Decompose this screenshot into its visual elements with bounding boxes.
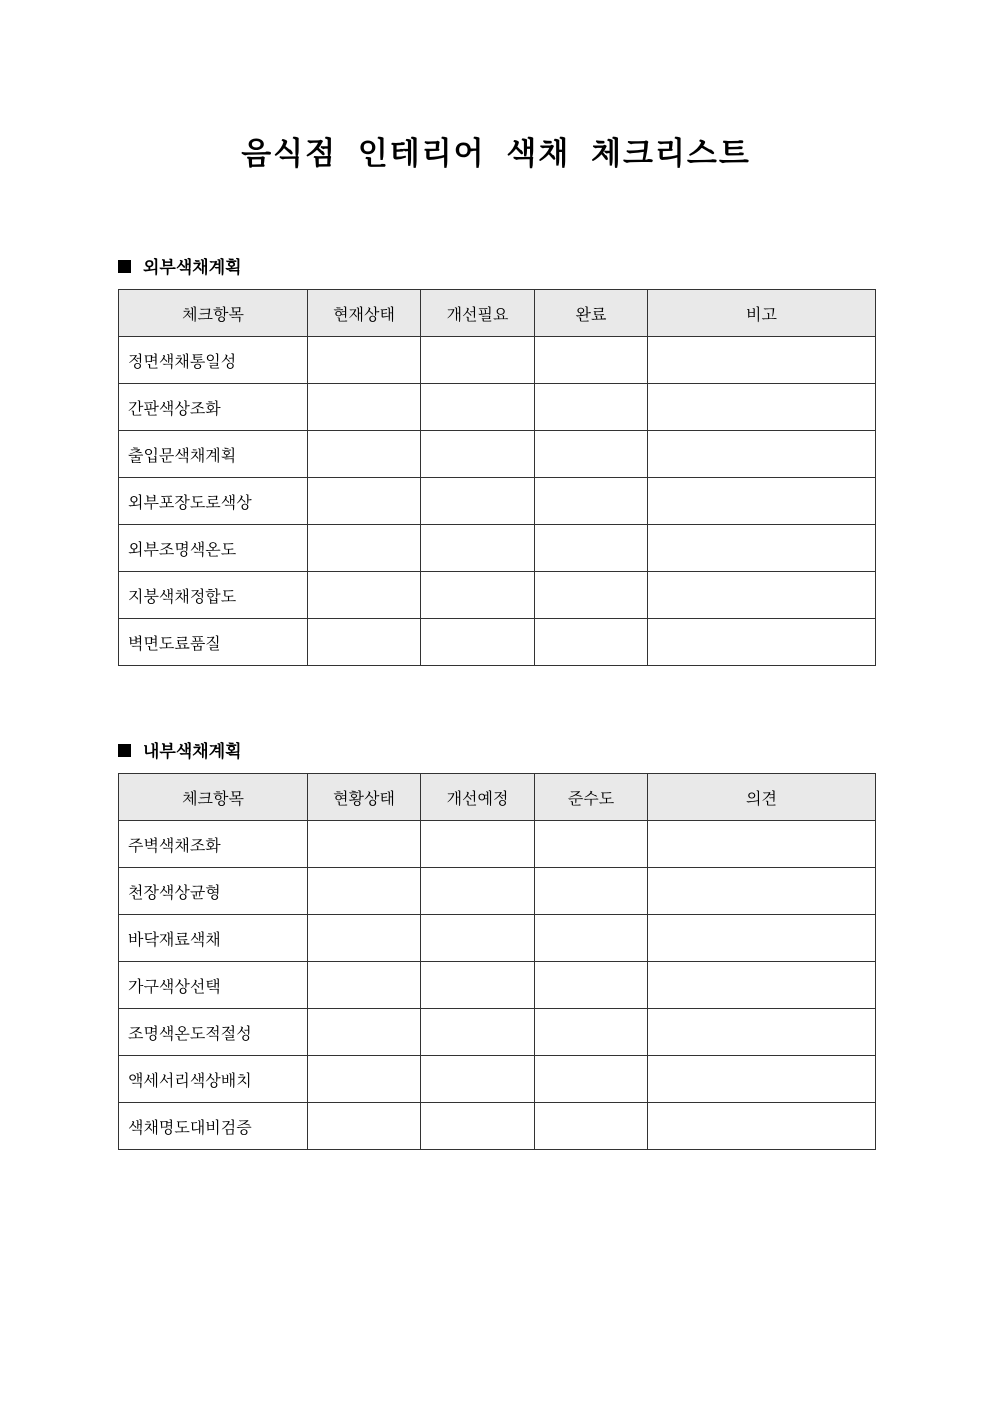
compliance-cell[interactable] bbox=[535, 962, 648, 1009]
column-header-check-item: 체크항목 bbox=[119, 774, 308, 821]
column-header-needs-improvement: 개선필요 bbox=[421, 290, 535, 337]
exterior-color-section bbox=[118, 251, 875, 666]
column-header-completed: 완료 bbox=[535, 290, 648, 337]
column-header-current-status: 현재상태 bbox=[308, 290, 421, 337]
planned-improvement-cell[interactable] bbox=[421, 821, 535, 868]
current-condition-cell[interactable] bbox=[308, 868, 421, 915]
needs-improvement-cell[interactable] bbox=[421, 337, 535, 384]
completed-cell[interactable] bbox=[535, 525, 648, 572]
table-row bbox=[119, 821, 876, 868]
check-item-label: 지붕색채정합도 bbox=[119, 572, 308, 619]
table-row bbox=[119, 962, 876, 1009]
needs-improvement-cell[interactable] bbox=[421, 478, 535, 525]
column-header-compliance: 준수도 bbox=[535, 774, 648, 821]
needs-improvement-cell[interactable] bbox=[421, 431, 535, 478]
check-item-label: 정면색채통일성 bbox=[119, 337, 308, 384]
check-item-label: 주벽색채조화 bbox=[119, 821, 308, 868]
exterior-checklist-table bbox=[118, 289, 876, 666]
current-condition-cell[interactable] bbox=[308, 1009, 421, 1056]
check-item-label: 천장색상균형 bbox=[119, 868, 308, 915]
table-row bbox=[119, 431, 876, 478]
completed-cell[interactable] bbox=[535, 384, 648, 431]
current-condition-cell[interactable] bbox=[308, 962, 421, 1009]
opinion-cell[interactable] bbox=[648, 1056, 876, 1103]
planned-improvement-cell[interactable] bbox=[421, 1056, 535, 1103]
opinion-cell[interactable] bbox=[648, 1103, 876, 1150]
completed-cell[interactable] bbox=[535, 572, 648, 619]
compliance-cell[interactable] bbox=[535, 1056, 648, 1103]
needs-improvement-cell[interactable] bbox=[421, 619, 535, 666]
check-item-label: 바닥재료색채 bbox=[119, 915, 308, 962]
column-header-check-item: 체크항목 bbox=[119, 290, 308, 337]
compliance-cell[interactable] bbox=[535, 915, 648, 962]
column-header-planned-improvement: 개선예정 bbox=[421, 774, 535, 821]
opinion-cell[interactable] bbox=[648, 1009, 876, 1056]
compliance-cell[interactable] bbox=[535, 821, 648, 868]
column-header-remarks: 비고 bbox=[648, 290, 876, 337]
remarks-cell[interactable] bbox=[648, 431, 876, 478]
column-header-current-condition: 현황상태 bbox=[308, 774, 421, 821]
opinion-cell[interactable] bbox=[648, 868, 876, 915]
table-row bbox=[119, 337, 876, 384]
table-row bbox=[119, 915, 876, 962]
completed-cell[interactable] bbox=[535, 431, 648, 478]
planned-improvement-cell[interactable] bbox=[421, 1009, 535, 1056]
remarks-cell[interactable] bbox=[648, 478, 876, 525]
opinion-cell[interactable] bbox=[648, 915, 876, 962]
needs-improvement-cell[interactable] bbox=[421, 384, 535, 431]
interior-color-section bbox=[118, 735, 875, 1150]
planned-improvement-cell[interactable] bbox=[421, 868, 535, 915]
table-header-row bbox=[119, 774, 876, 821]
square-bullet-icon bbox=[118, 744, 131, 757]
current-condition-cell[interactable] bbox=[308, 1056, 421, 1103]
remarks-cell[interactable] bbox=[648, 337, 876, 384]
table-row bbox=[119, 1103, 876, 1150]
planned-improvement-cell[interactable] bbox=[421, 962, 535, 1009]
check-item-label: 조명색온도적절성 bbox=[119, 1009, 308, 1056]
current-status-cell[interactable] bbox=[308, 431, 421, 478]
completed-cell[interactable] bbox=[535, 337, 648, 384]
current-status-cell[interactable] bbox=[308, 478, 421, 525]
check-item-label: 액세서리색상배치 bbox=[119, 1056, 308, 1103]
planned-improvement-cell[interactable] bbox=[421, 1103, 535, 1150]
current-status-cell[interactable] bbox=[308, 572, 421, 619]
completed-cell[interactable] bbox=[535, 478, 648, 525]
table-row bbox=[119, 1009, 876, 1056]
current-condition-cell[interactable] bbox=[308, 1103, 421, 1150]
interior-checklist-table bbox=[118, 773, 876, 1150]
current-status-cell[interactable] bbox=[308, 525, 421, 572]
check-item-label: 벽면도료품질 bbox=[119, 619, 308, 666]
remarks-cell[interactable] bbox=[648, 619, 876, 666]
page-title: 음식점 인테리어 색채 체크리스트 bbox=[241, 136, 751, 172]
column-header-opinion: 의견 bbox=[648, 774, 876, 821]
table-row bbox=[119, 384, 876, 431]
section-heading-label: 내부색채계획 bbox=[143, 741, 242, 762]
table-row bbox=[119, 1056, 876, 1103]
table-row bbox=[119, 868, 876, 915]
compliance-cell[interactable] bbox=[535, 1009, 648, 1056]
table-row bbox=[119, 572, 876, 619]
completed-cell[interactable] bbox=[535, 619, 648, 666]
check-item-label: 외부조명색온도 bbox=[119, 525, 308, 572]
compliance-cell[interactable] bbox=[535, 1103, 648, 1150]
current-status-cell[interactable] bbox=[308, 619, 421, 666]
section-heading bbox=[118, 251, 875, 279]
check-item-label: 외부포장도로색상 bbox=[119, 478, 308, 525]
needs-improvement-cell[interactable] bbox=[421, 572, 535, 619]
current-condition-cell[interactable] bbox=[308, 915, 421, 962]
check-item-label: 색채명도대비검증 bbox=[119, 1103, 308, 1150]
current-condition-cell[interactable] bbox=[308, 821, 421, 868]
compliance-cell[interactable] bbox=[535, 868, 648, 915]
check-item-label: 출입문색채계획 bbox=[119, 431, 308, 478]
section-heading bbox=[118, 735, 875, 763]
table-row bbox=[119, 478, 876, 525]
table-row bbox=[119, 525, 876, 572]
opinion-cell[interactable] bbox=[648, 821, 876, 868]
table-header-row bbox=[119, 290, 876, 337]
section-heading-label: 외부색채계획 bbox=[143, 257, 242, 278]
remarks-cell[interactable] bbox=[648, 572, 876, 619]
square-bullet-icon bbox=[118, 260, 131, 273]
check-item-label: 간판색상조화 bbox=[119, 384, 308, 431]
table-row bbox=[119, 619, 876, 666]
planned-improvement-cell[interactable] bbox=[421, 915, 535, 962]
current-status-cell[interactable] bbox=[308, 337, 421, 384]
current-status-cell[interactable] bbox=[308, 384, 421, 431]
remarks-cell[interactable] bbox=[648, 525, 876, 572]
needs-improvement-cell[interactable] bbox=[421, 525, 535, 572]
check-item-label: 가구색상선택 bbox=[119, 962, 308, 1009]
remarks-cell[interactable] bbox=[648, 384, 876, 431]
opinion-cell[interactable] bbox=[648, 962, 876, 1009]
